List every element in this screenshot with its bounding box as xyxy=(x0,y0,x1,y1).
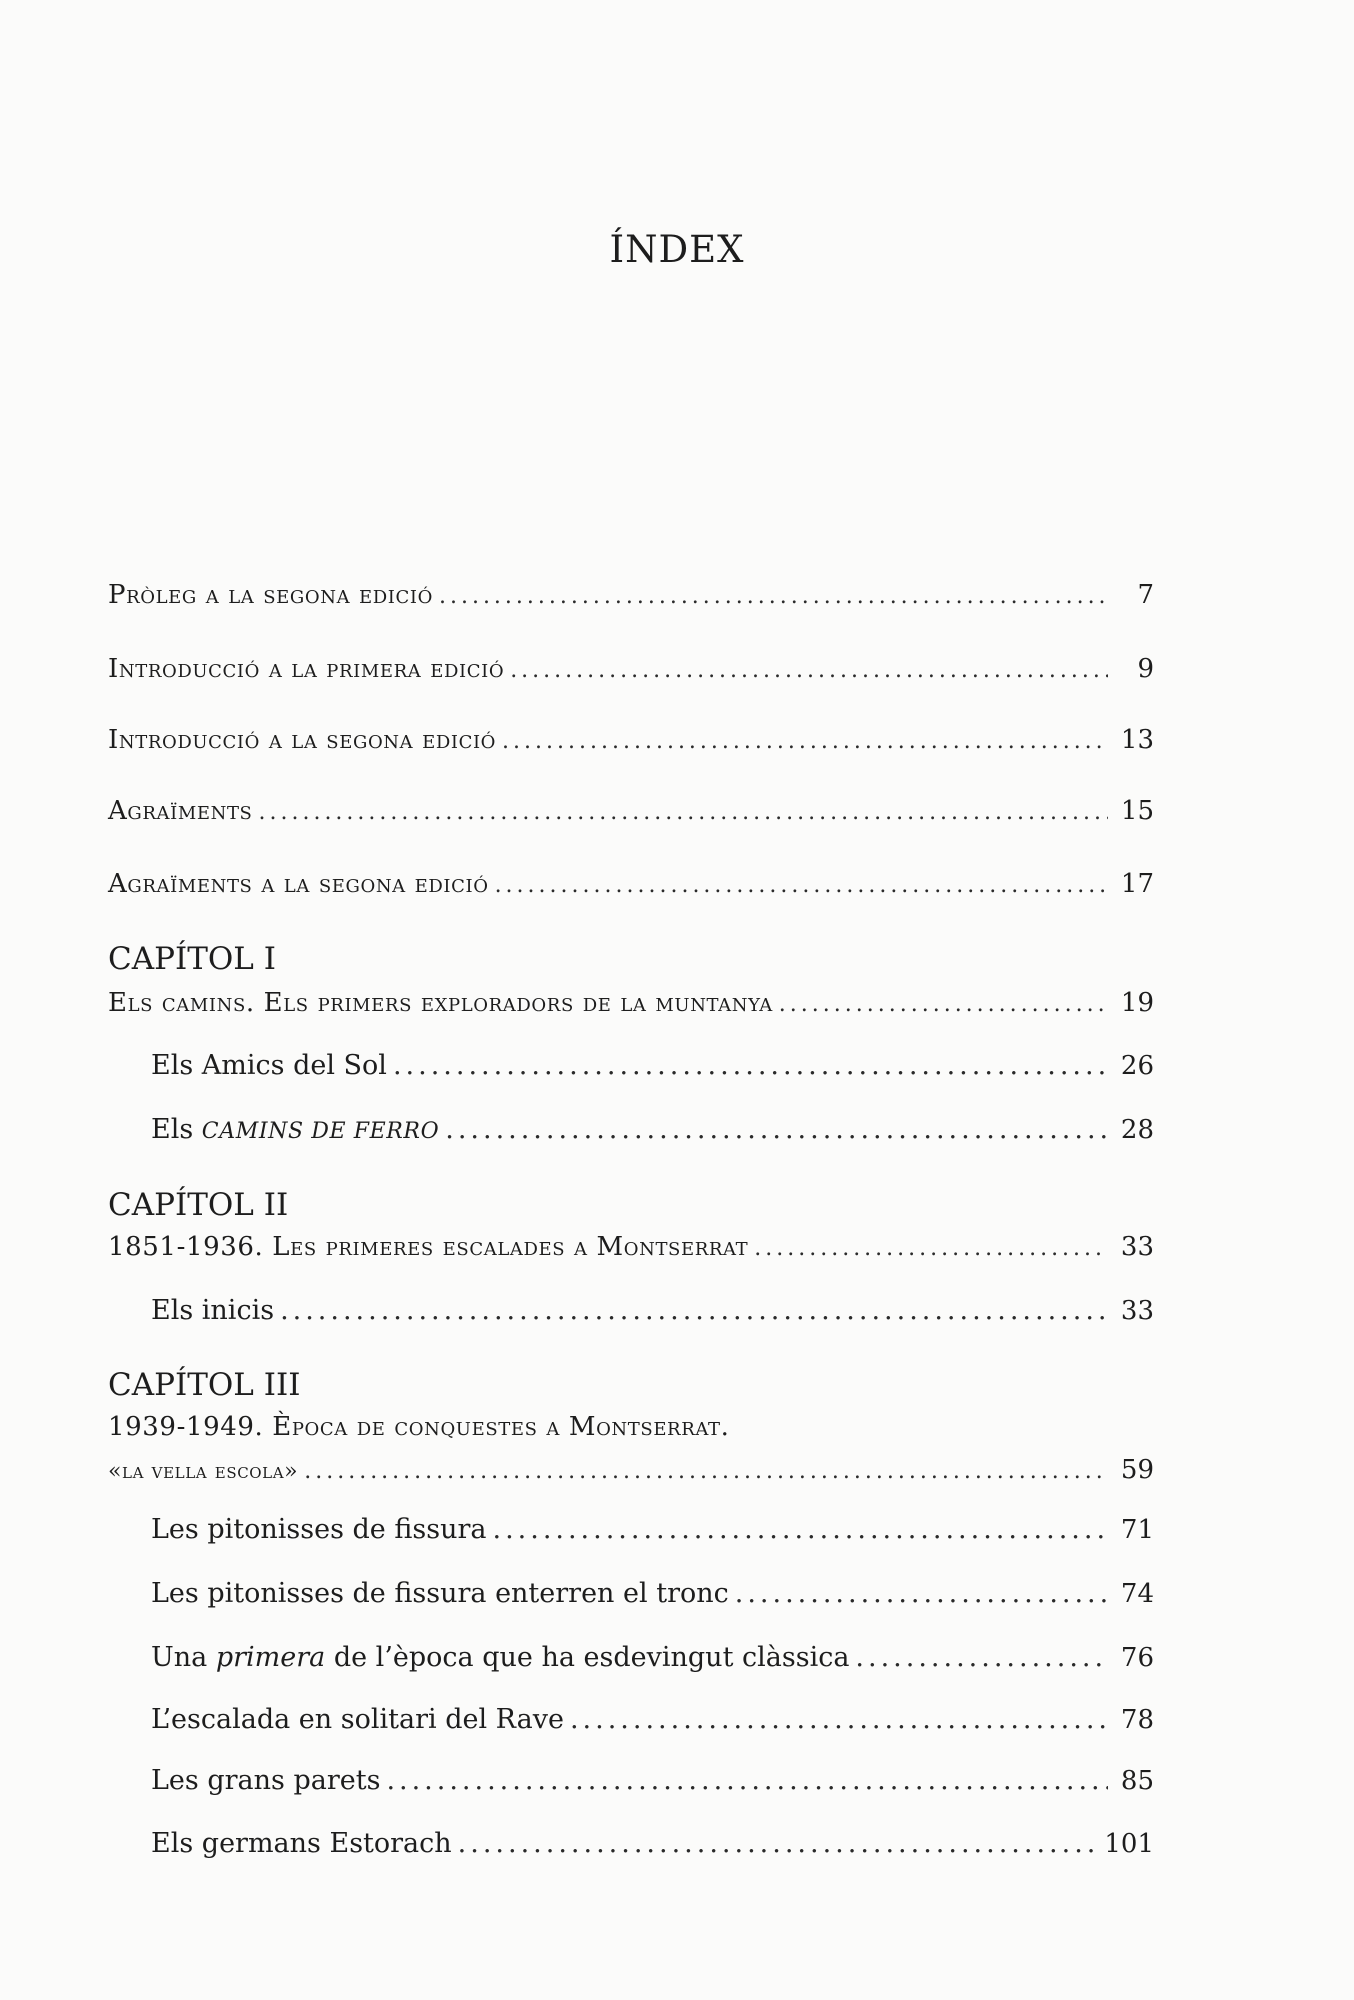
toc-entry-label: Introducció a la segona edició xyxy=(108,725,497,755)
toc-entry-label: Les pitonisses de fissura enterren el tronc xyxy=(151,1578,729,1609)
dot-leader xyxy=(779,994,1108,1016)
toc-entry-camins-de-ferro[interactable] xyxy=(151,1116,1154,1143)
dot-leader xyxy=(393,1052,1108,1079)
toc-page-number: 76 xyxy=(1120,1643,1154,1673)
toc-entry-label: «la vella escola» xyxy=(108,1459,299,1484)
label-italic: CAMINS DE FERRO xyxy=(201,1119,440,1144)
toc-entry-els-inicis[interactable] xyxy=(151,1297,1154,1324)
toc-entry-chapter3-section-line1[interactable]: 1939-1949. Època de conquestes a Montserrat. xyxy=(108,1412,730,1442)
toc-entry-grans-parets[interactable] xyxy=(151,1767,1154,1794)
toc-entry-label: Els Amics del Sol xyxy=(151,1050,387,1081)
toc-page-number: 74 xyxy=(1120,1579,1154,1609)
dot-leader xyxy=(510,660,1108,682)
dot-leader xyxy=(445,1116,1108,1143)
toc-entry-intro-second[interactable] xyxy=(108,727,1154,753)
toc-page-number: 85 xyxy=(1120,1766,1154,1796)
dot-leader xyxy=(492,1516,1108,1543)
toc-entry-label: Agraïments a la segona edició xyxy=(108,869,489,899)
toc-page-number: 28 xyxy=(1120,1115,1154,1145)
toc-entry-chapter2-section[interactable] xyxy=(108,1234,1154,1260)
toc-entry-chapter1-section[interactable] xyxy=(108,990,1154,1016)
toc-page-number: 101 xyxy=(1104,1829,1154,1859)
toc-entry-label xyxy=(151,1644,849,1671)
dot-leader xyxy=(258,802,1108,824)
toc-entry-amics-del-sol[interactable] xyxy=(151,1052,1154,1079)
toc-entry-acknowledgements[interactable] xyxy=(108,798,1154,824)
dot-leader xyxy=(855,1644,1108,1671)
label-suffix: de l’època que ha esdevingut clàssica xyxy=(325,1642,850,1673)
chapter-heading-2: CAPÍTOL II xyxy=(108,1187,289,1223)
toc-entry-solitari-rave[interactable] xyxy=(151,1706,1154,1733)
toc-entry-label: Pròleg a la segona edició xyxy=(108,580,433,610)
toc-entry-pitonisses-tronc[interactable] xyxy=(151,1580,1154,1607)
label-italic: primera xyxy=(215,1642,326,1673)
chapter-heading-3: CAPÍTOL III xyxy=(108,1367,301,1403)
dot-leader xyxy=(458,1830,1099,1857)
chapter-heading-1: CAPÍTOL I xyxy=(108,941,276,977)
toc-page-number: 17 xyxy=(1120,869,1154,899)
toc-page-number: 7 xyxy=(1137,580,1154,610)
dot-leader xyxy=(439,586,1108,608)
toc-page-number: 15 xyxy=(1120,796,1154,826)
label-prefix: Una xyxy=(151,1642,216,1673)
toc-entry-label: Agraïments xyxy=(108,796,253,826)
toc-entry-label: Els germans Estorach xyxy=(151,1828,452,1859)
toc-entry-label: L’escalada en solitari del Rave xyxy=(151,1704,564,1735)
dot-leader xyxy=(304,1461,1108,1483)
dot-leader xyxy=(495,875,1108,897)
page-title: ÍNDEX xyxy=(609,228,745,271)
toc-page-number: 19 xyxy=(1120,988,1154,1018)
toc-entry-label: 1851-1936. Les primeres escalades a Montserrat xyxy=(108,1232,749,1262)
toc-entry-acknowledgements-second[interactable] xyxy=(108,871,1154,897)
dot-leader xyxy=(570,1706,1108,1733)
dot-leader xyxy=(386,1767,1108,1794)
dot-leader xyxy=(754,1238,1108,1260)
toc-entry-label: Els camins. Els primers exploradors de la muntanya xyxy=(108,988,773,1018)
toc-page-number: 26 xyxy=(1120,1051,1154,1081)
toc-entry-label: Els inicis xyxy=(151,1295,275,1326)
toc-entry-prolog[interactable] xyxy=(108,582,1154,608)
toc-entry-chapter3-section-line2[interactable] xyxy=(108,1457,1154,1483)
dot-leader xyxy=(502,731,1108,753)
toc-page-number: 33 xyxy=(1120,1296,1154,1326)
toc-page-number: 13 xyxy=(1120,725,1154,755)
toc-page-number: 78 xyxy=(1120,1705,1154,1735)
toc-entry-label: Les grans parets xyxy=(151,1765,381,1796)
toc-entry-label: Les pitonisses de fissura xyxy=(151,1514,487,1545)
toc-page-number: 59 xyxy=(1120,1455,1154,1485)
toc-entry-label xyxy=(151,1116,439,1143)
toc-entry-primera-classica[interactable] xyxy=(151,1644,1154,1671)
toc-page-number: 71 xyxy=(1120,1515,1154,1545)
toc-entry-pitonisses-fissura[interactable] xyxy=(151,1516,1154,1543)
toc-page-number: 33 xyxy=(1120,1232,1154,1262)
dot-leader xyxy=(280,1297,1108,1324)
toc-page-number: 9 xyxy=(1137,654,1154,684)
toc-entry-label: Introducció a la primera edició xyxy=(108,654,505,684)
label-prefix: Els xyxy=(151,1114,202,1145)
dot-leader xyxy=(735,1580,1108,1607)
toc-entry-intro-first[interactable] xyxy=(108,656,1154,682)
toc-entry-germans-estorach[interactable] xyxy=(151,1830,1154,1857)
